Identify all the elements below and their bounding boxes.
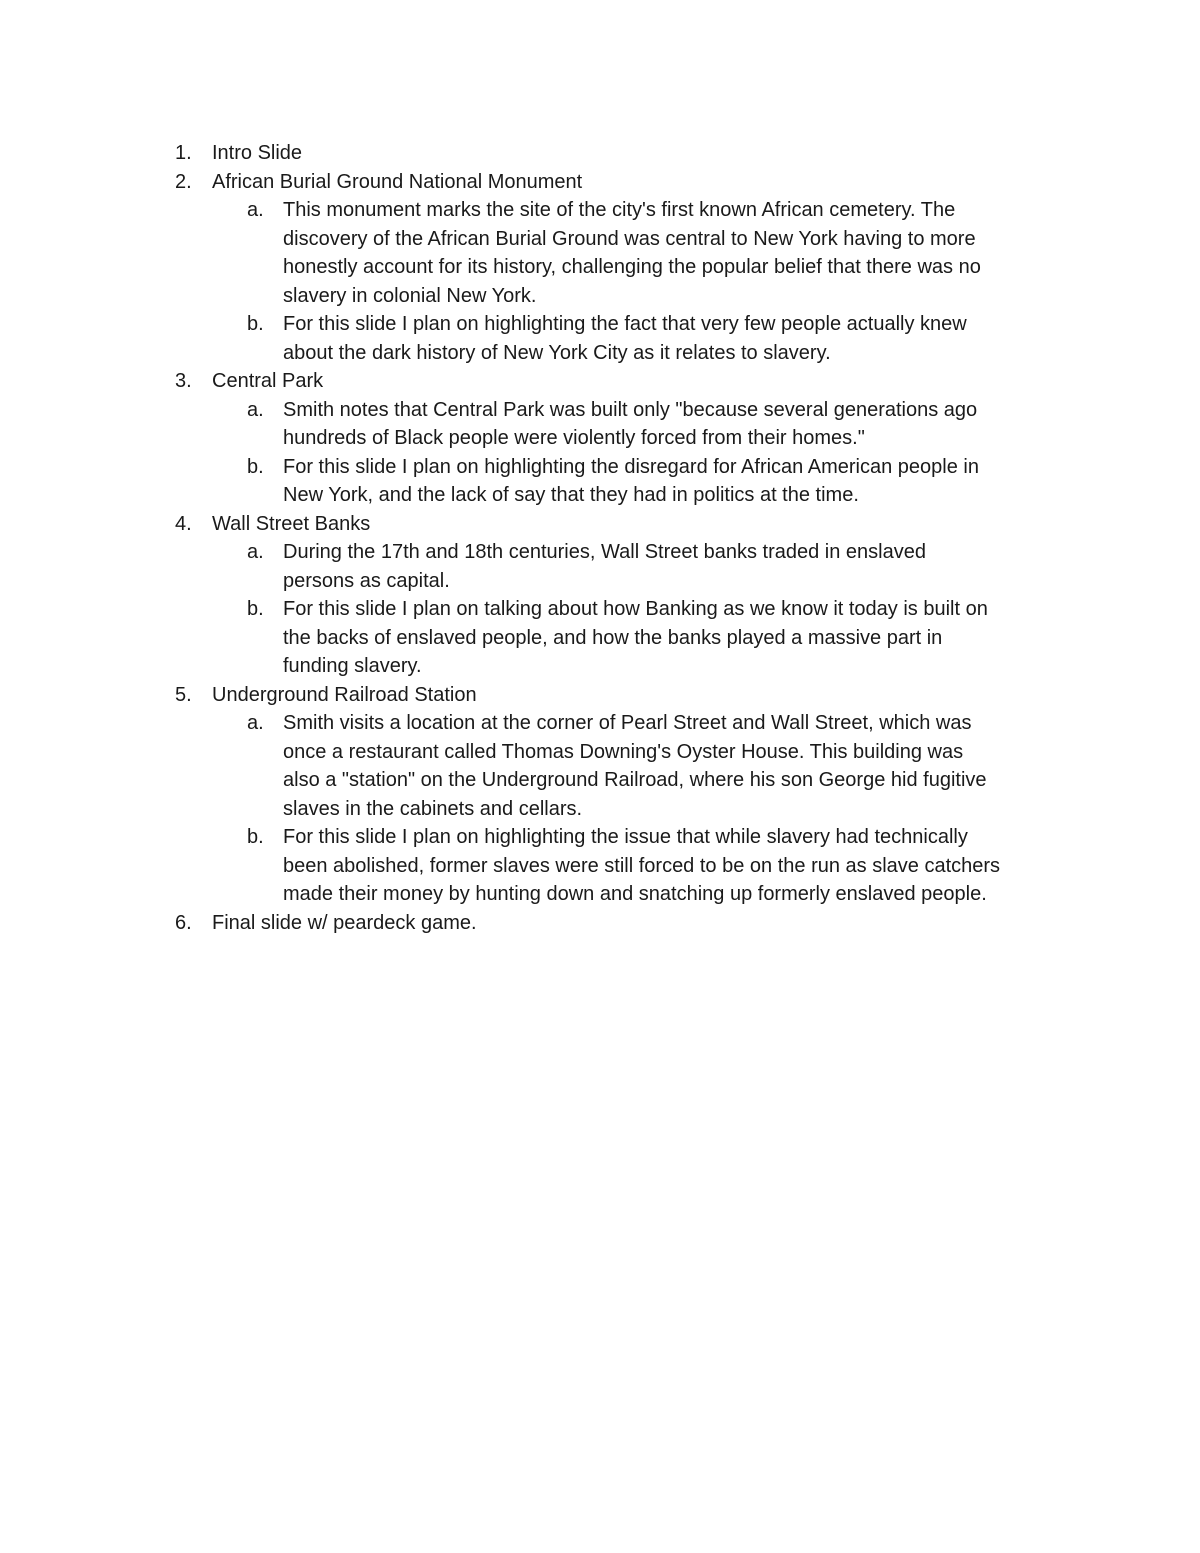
- sub-item-letter: a.: [247, 199, 264, 221]
- sub-item-line: Smith notes that Central Park was built only "because several generations ago: [283, 398, 978, 421]
- sub-item-line: slaves in the cabinets and cellars.: [283, 797, 583, 820]
- item-title: Final slide w/ peardeck game.: [212, 911, 477, 934]
- item-title: Intro Slide: [212, 142, 303, 164]
- outline-item: [170, 168, 1070, 368]
- sub-item-letter: b.: [247, 826, 264, 848]
- sub-item-letter: b.: [247, 455, 264, 478]
- sub-item-line: New York, and the lack of say that they had in politics at the time.: [283, 484, 859, 506]
- sub-item: [247, 396, 1070, 453]
- sub-item-line: discovery of the African Burial Ground was central to New York having to more: [283, 227, 976, 250]
- item-number: 3.: [175, 370, 192, 392]
- item-title: Wall Street Banks: [212, 512, 371, 535]
- sub-item: [247, 709, 1070, 823]
- sub-item-letter: b.: [247, 598, 264, 620]
- sub-item-line: about the dark history of New York City as it relates to slavery.: [283, 341, 831, 364]
- sub-item-letter: a.: [247, 398, 264, 421]
- outline-item: [170, 139, 1070, 168]
- sub-item-line: been abolished, former slaves were still forced to be on the run as slave catchers: [283, 854, 1001, 877]
- sub-item-line: For this slide I plan on highlighting the fact that very few people actually knew: [283, 313, 967, 335]
- sub-item-line: honestly account for its history, challenging the popular belief that there was no: [283, 256, 981, 278]
- outline-item: [170, 909, 1070, 938]
- sub-item: [247, 453, 1070, 510]
- item-number: 4.: [175, 512, 192, 535]
- sub-item: [247, 823, 1070, 909]
- sub-item-letter: b.: [247, 313, 264, 335]
- sub-item-line: For this slide I plan on talking about how Banking as we know it today is built on: [283, 598, 988, 620]
- outline-item: [170, 681, 1070, 909]
- sub-item: [247, 310, 1070, 367]
- outline-item: [170, 367, 1070, 510]
- sub-item-line: This monument marks the site of the city's first known African cemetery. The: [283, 199, 956, 221]
- outline-item: [170, 510, 1070, 681]
- item-number: 6.: [175, 911, 192, 934]
- sub-item-line: made their money by hunting down and snatching up formerly enslaved people.: [283, 883, 987, 905]
- sub-item-line: the backs of enslaved people, and how the banks played a massive part in: [283, 626, 943, 649]
- presentation-outline: [170, 139, 1070, 937]
- item-title: Central Park: [212, 370, 324, 392]
- sub-item: [247, 196, 1070, 310]
- item-number: 2.: [175, 170, 192, 193]
- item-title: African Burial Ground National Monument: [212, 170, 583, 193]
- item-title: Underground Railroad Station: [212, 683, 477, 706]
- sub-item-line: For this slide I plan on highlighting the disregard for African American people in: [283, 455, 979, 478]
- item-number: 5.: [175, 683, 192, 706]
- sub-item-line: persons as capital.: [283, 569, 450, 592]
- sub-item-letter: a.: [247, 712, 264, 734]
- sub-item-line: slavery in colonial New York.: [283, 284, 537, 307]
- sub-item-line: also a "station" on the Underground Railroad, where his son George hid fugitive: [283, 769, 987, 791]
- item-number: 1.: [175, 142, 192, 164]
- sub-item-letter: a.: [247, 541, 264, 563]
- sub-item: [247, 538, 1070, 595]
- sub-item-line: funding slavery.: [283, 655, 422, 677]
- sub-item-line: once a restaurant called Thomas Downing's Oyster House. This building was: [283, 740, 964, 763]
- sub-item-line: hundreds of Black people were violently forced from their homes.": [283, 427, 865, 449]
- sub-item: [247, 595, 1070, 681]
- sub-item-line: During the 17th and 18th centuries, Wall Street banks traded in enslaved: [283, 541, 926, 563]
- sub-item-line: For this slide I plan on highlighting the issue that while slavery had technically: [283, 826, 968, 848]
- sub-item-line: Smith visits a location at the corner of Pearl Street and Wall Street, which was: [283, 712, 972, 734]
